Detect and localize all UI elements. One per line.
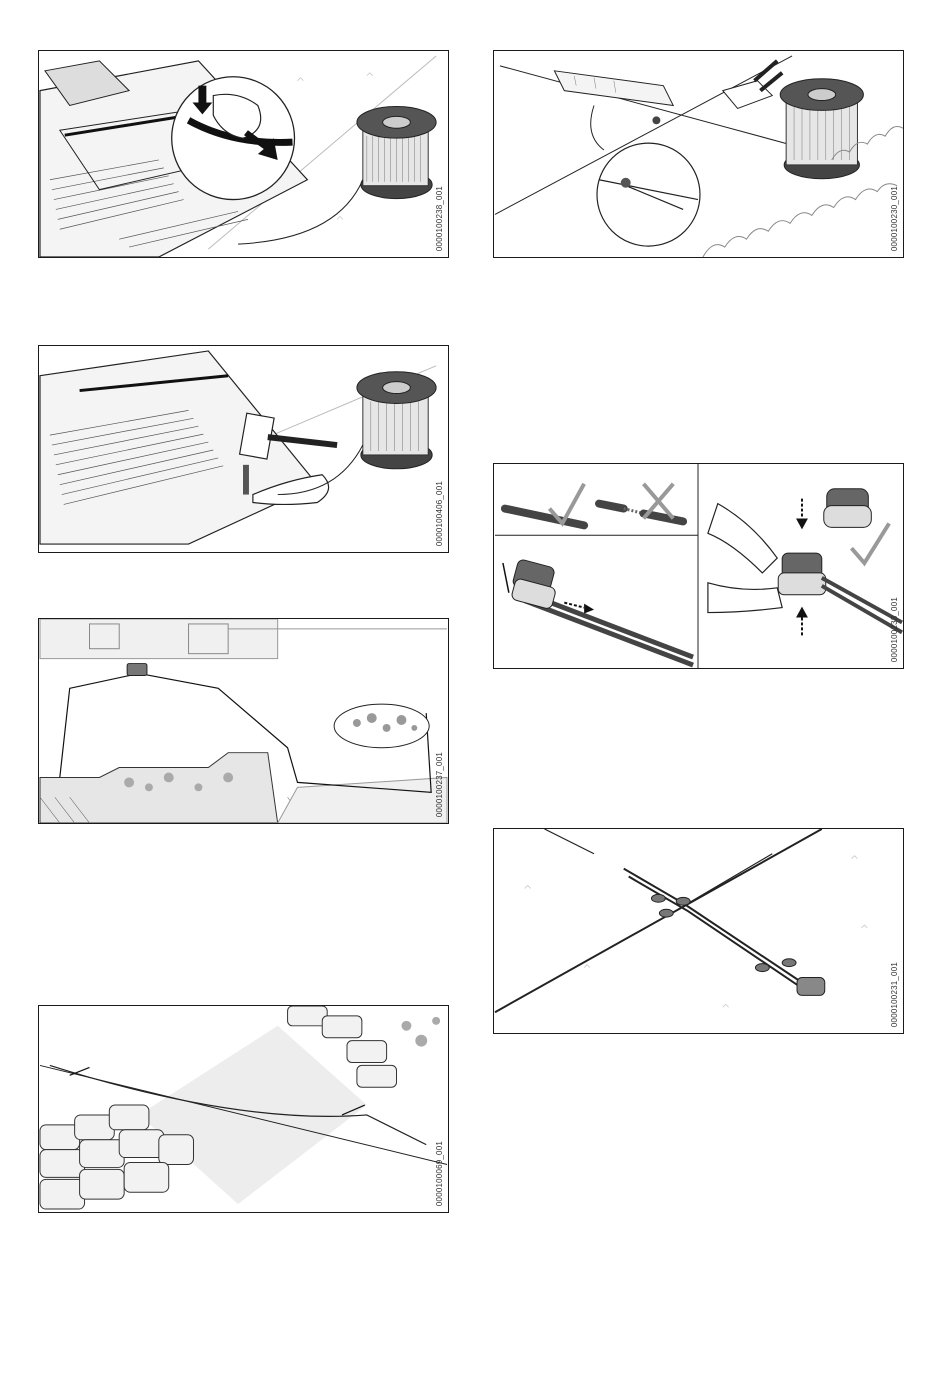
- wall-distance-illustration: [39, 1006, 448, 1212]
- lawn-boundary-overview-illustration: [39, 619, 448, 823]
- figure-code: 0000100069_001: [435, 1140, 444, 1206]
- figure-code: 0000100230_001: [890, 185, 899, 251]
- figure-code: 0000100238_001: [435, 185, 444, 251]
- figure-code: 0000100406_001: [435, 480, 444, 546]
- figure-wire-junction: [493, 828, 904, 1034]
- docking-wire-insert-illustration: [39, 51, 448, 257]
- figure-lawn-boundary-overview: [38, 618, 449, 824]
- wire-connector-illustration: [494, 464, 903, 668]
- wire-cut-spool-illustration: [494, 51, 903, 257]
- figure-wire-connector: [493, 463, 904, 669]
- figure-code: 0000100237_001: [435, 751, 444, 817]
- figure-docking-peg-hammer: [38, 345, 449, 553]
- figure-wire-cut-spool: [493, 50, 904, 258]
- docking-peg-hammer-illustration: [39, 346, 448, 552]
- figure-docking-wire-insert: [38, 50, 449, 258]
- wire-junction-illustration: [494, 829, 903, 1033]
- figure-code: 0000100233_001: [890, 596, 899, 662]
- figure-wall-distance: [38, 1005, 449, 1213]
- figure-code: 0000100231_001: [890, 961, 899, 1027]
